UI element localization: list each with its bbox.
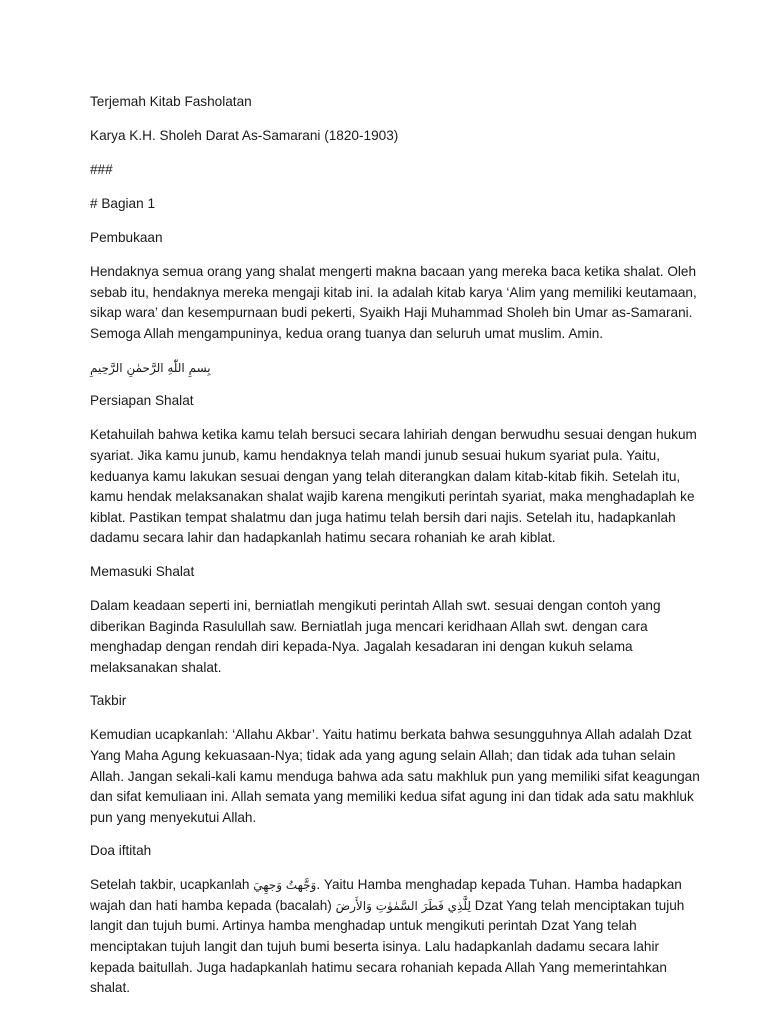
heading-pembukaan: Pembukaan (90, 230, 163, 245)
iftitah-text-b: . Yaitu Hamba menghadap kepada Tuhan. Hamba hadapkan wajah dan hati hamba kepada (bacalah) (90, 877, 682, 913)
iftitah-arabic-a: وَجَّهتُ وَجهِيَ (253, 878, 317, 893)
iftitah-arabic-b: لِلَّذِي فَطَرَ السَّمٰوٰتِ وَالأَرضَ (335, 898, 471, 913)
basmalah-line (90, 357, 702, 379)
paragraph-takbir: Kemudian ucapkanlah: ‘Allahu Akbar’. Yaitu hatimu berkata bahwa sesungguhnya Allah adalah Dzat Yang Maha Agung kekuasaan-Nya; tidak ada yang agung selain Allah; dan tidak ada tuhan selain Allah. Jangan sekali-kali kamu menduga bahwa ada satu makhluk pun yang memiliki sifat keagungan dan sifat kemuliaan ini. Allah semata yang memiliki kedua sifat agung ini dan tidak ada satu makhluk pun yang menyekutui Allah. (90, 727, 700, 825)
section-separator: ### (90, 162, 113, 177)
document-body (90, 92, 702, 1012)
paragraph-persiapan-shalat: Ketahuilah bahwa ketika kamu telah bersuci secara lahiriah dengan berwudhu sesuai dengan hukum syariat. Jika kamu junub, kamu hendaknya telah mandi junub sesuai hukum syariat pula. Yaitu, keduanya kamu lakukan sesuai dengan yang telah diterangkan dalam kitab-kitab fikih. Setelah itu, kamu hendak melaksanakan shalat wajib karena mengikuti perintah syariat, maka menghadaplah ke kiblat. Pastikan tempat shalatmu dan juga hatimu telah bersih dari najis. Setelah itu, hadapkanlah dadamu secara lahir dan hadapkanlah hatimu secara rohaniah ke arah kiblat. (90, 427, 697, 546)
heading-persiapan-shalat: Persiapan Shalat (90, 393, 194, 409)
iftitah-text-a: Setelah takbir, ucapkanlah (90, 877, 254, 893)
basmalah: بِسمِ اللّٰهِ الرَّحمٰنِ الرَّحِيمِ (90, 361, 211, 376)
paragraph-pembukaan: Hendaknya semua orang yang shalat mengerti makna bacaan yang mereka baca ketika shalat. Oleh sebab itu, hendaknya mereka mengaji kitab ini. Ia adalah kitab karya ‘Alim yang memiliki keutamaan, sikap wara’ dan kesempurnaan budi pekerti, Syaikh Haji Muhammad Sholeh bin Umar as-Samarani. Semoga Allah mengampuninya, kedua orang tuanya dan seluruh umat muslim. Amin. (90, 264, 697, 341)
document-title: Terjemah Kitab Fasholatan (90, 94, 252, 109)
document-author: Karya K.H. Sholeh Darat As-Samarani (1820-1903) (90, 128, 399, 143)
paragraph-doa-iftitah (90, 875, 702, 999)
paragraph-memasuki-shalat: Dalam keadaan seperti ini, berniatlah mengikuti perintah Allah swt. sesuai dengan contoh yang diberikan Baginda Rasulullah saw. Berniatlah juga mencari keridhaan Allah swt. dengan cara menghadap dengan rendah diri kepada-Nya. Jagalah kesadaran ini dengan kukuh selama melaksanakan shalat. (90, 597, 661, 675)
heading-memasuki-shalat: Memasuki Shalat (90, 563, 195, 579)
chapter-heading: # Bagian 1 (90, 196, 156, 211)
iftitah-text-c: Dzat Yang telah menciptakan tujuh langit dan tujuh bumi. Artinya hamba menghadap untuk mengikuti perintah Dzat Yang telah menciptakan tujuh langit dan tujuh bumi beserta isinya. Lalu hadapkanlah dadamu secara lahir kepada baitullah. Juga hadapkanlah hatimu secara rohaniah kepada Allah Yang memerintahkan shalat. (90, 897, 685, 996)
heading-doa-iftitah: Doa iftitah (90, 843, 152, 859)
heading-takbir: Takbir (90, 693, 127, 709)
